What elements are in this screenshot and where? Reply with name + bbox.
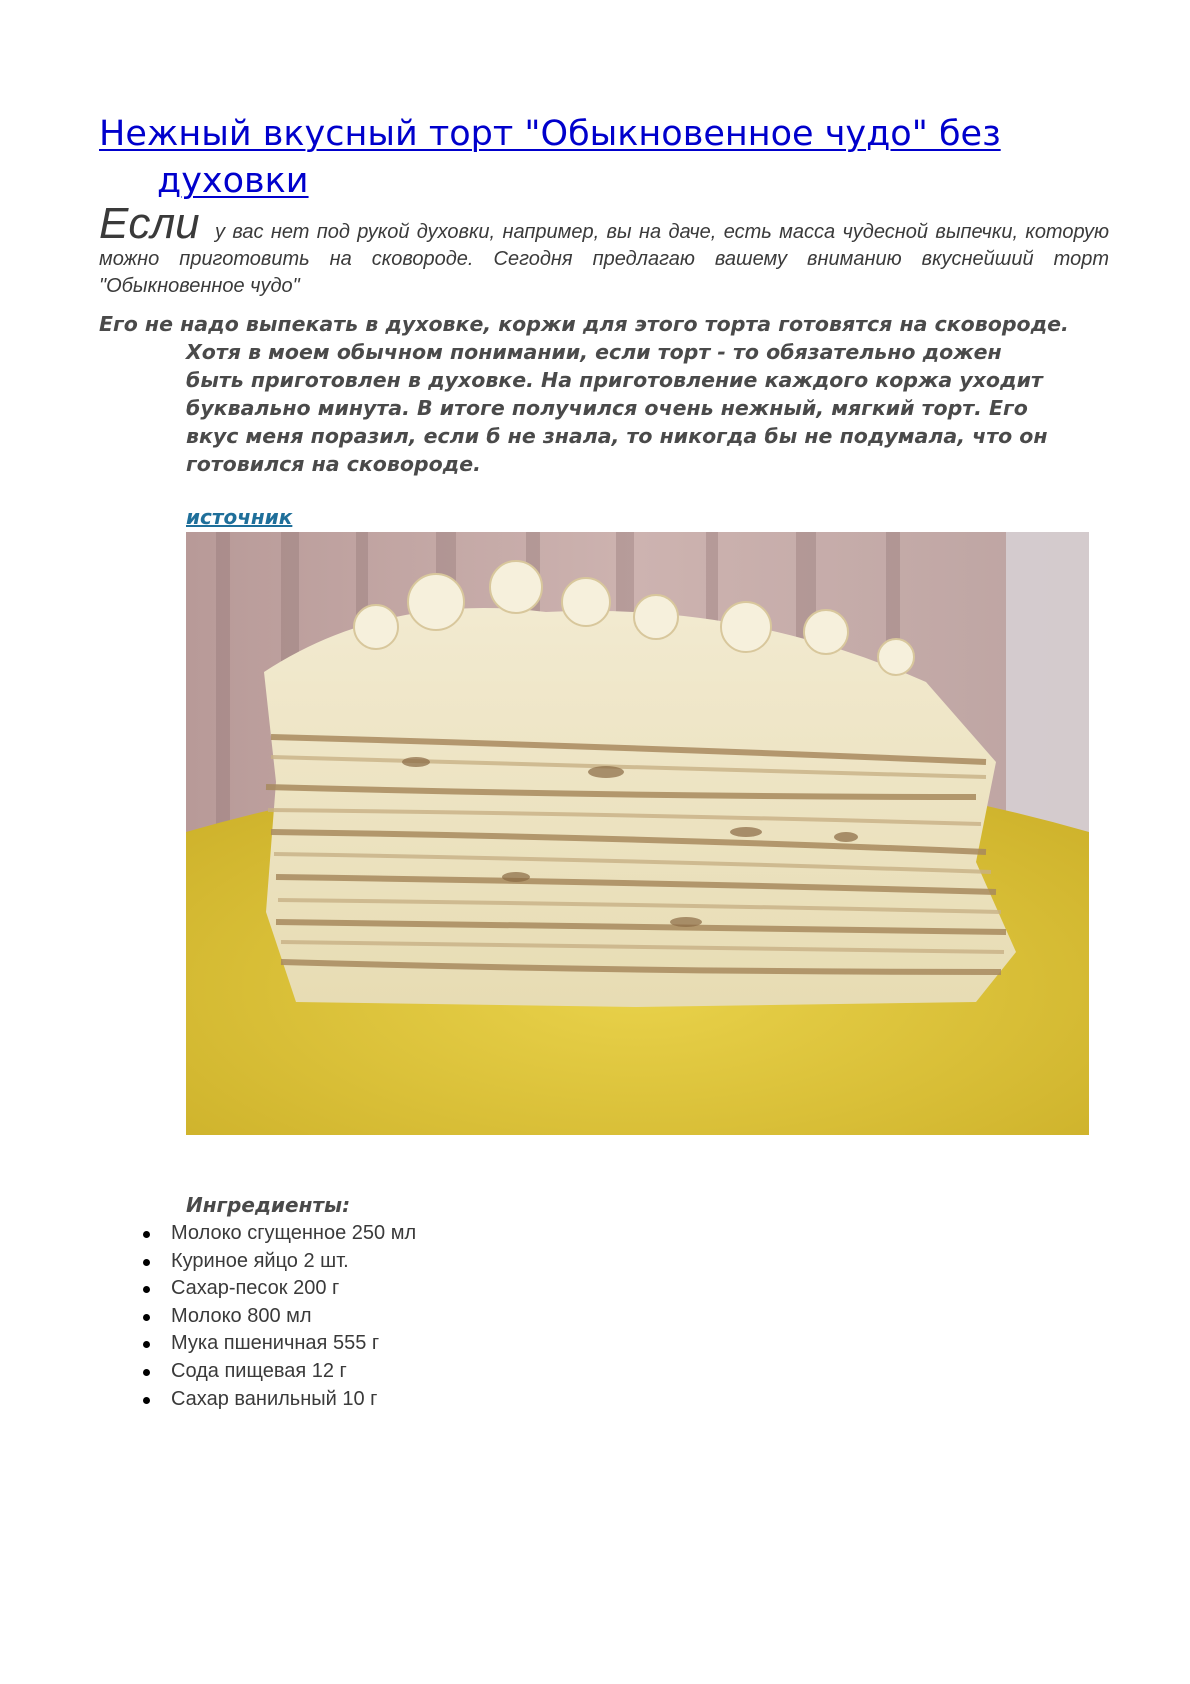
- title-line-2: духовки: [157, 161, 309, 201]
- ingredient-item: Мука пшеничная 555 г: [140, 1330, 416, 1358]
- intro-text: у вас нет под рукой духовки, например, вы на даче, есть масса чудесной выпечки, которую можно приготовить на сковороде. Сегодня предлагаю вашему вниманию вкуснейший торт "Обыкновенное чудо": [99, 221, 1109, 297]
- intro-paragraph: [99, 199, 1109, 300]
- ingredients-list: [140, 1220, 416, 1413]
- description-first-line: Его не надо выпекать в духовке, коржи для этого торта готовятся на сковороде.: [99, 312, 1069, 336]
- ingredient-item: Молоко 800 мл: [140, 1303, 416, 1331]
- ingredient-item: Сахар ванильный 10 г: [140, 1386, 416, 1414]
- source-link[interactable]: источник: [186, 505, 293, 529]
- description-rest: Хотя в моем обычном понимании, если торт - то обязательно дожен быть приготовлен в духовке. На приготовление каждого коржа уходит буквально минута. В итоге получился очень нежный, мягкий торт. Его вкус меня поразил, если б не знала, то никогда бы не подумала, что он готовился на сковороде.: [186, 340, 1048, 476]
- description-paragraph: [99, 310, 1119, 478]
- ingredient-item: Куриное яйцо 2 шт.: [140, 1248, 416, 1276]
- ingredient-item: Сода пищевая 12 г: [140, 1358, 416, 1386]
- title-link[interactable]: [99, 114, 1099, 205]
- page-title: [99, 111, 1099, 205]
- ingredient-item: Молоко сгущенное 250 мл: [140, 1220, 416, 1248]
- ingredient-item: Сахар-песок 200 г: [140, 1275, 416, 1303]
- ingredients-heading: Ингредиенты:: [186, 1193, 351, 1217]
- intro-first-word: Если: [99, 199, 200, 248]
- cake-slice-photo: [186, 532, 1089, 1135]
- title-line-1: Нежный вкусный торт "Обыкновенное чудо" без: [99, 114, 1001, 154]
